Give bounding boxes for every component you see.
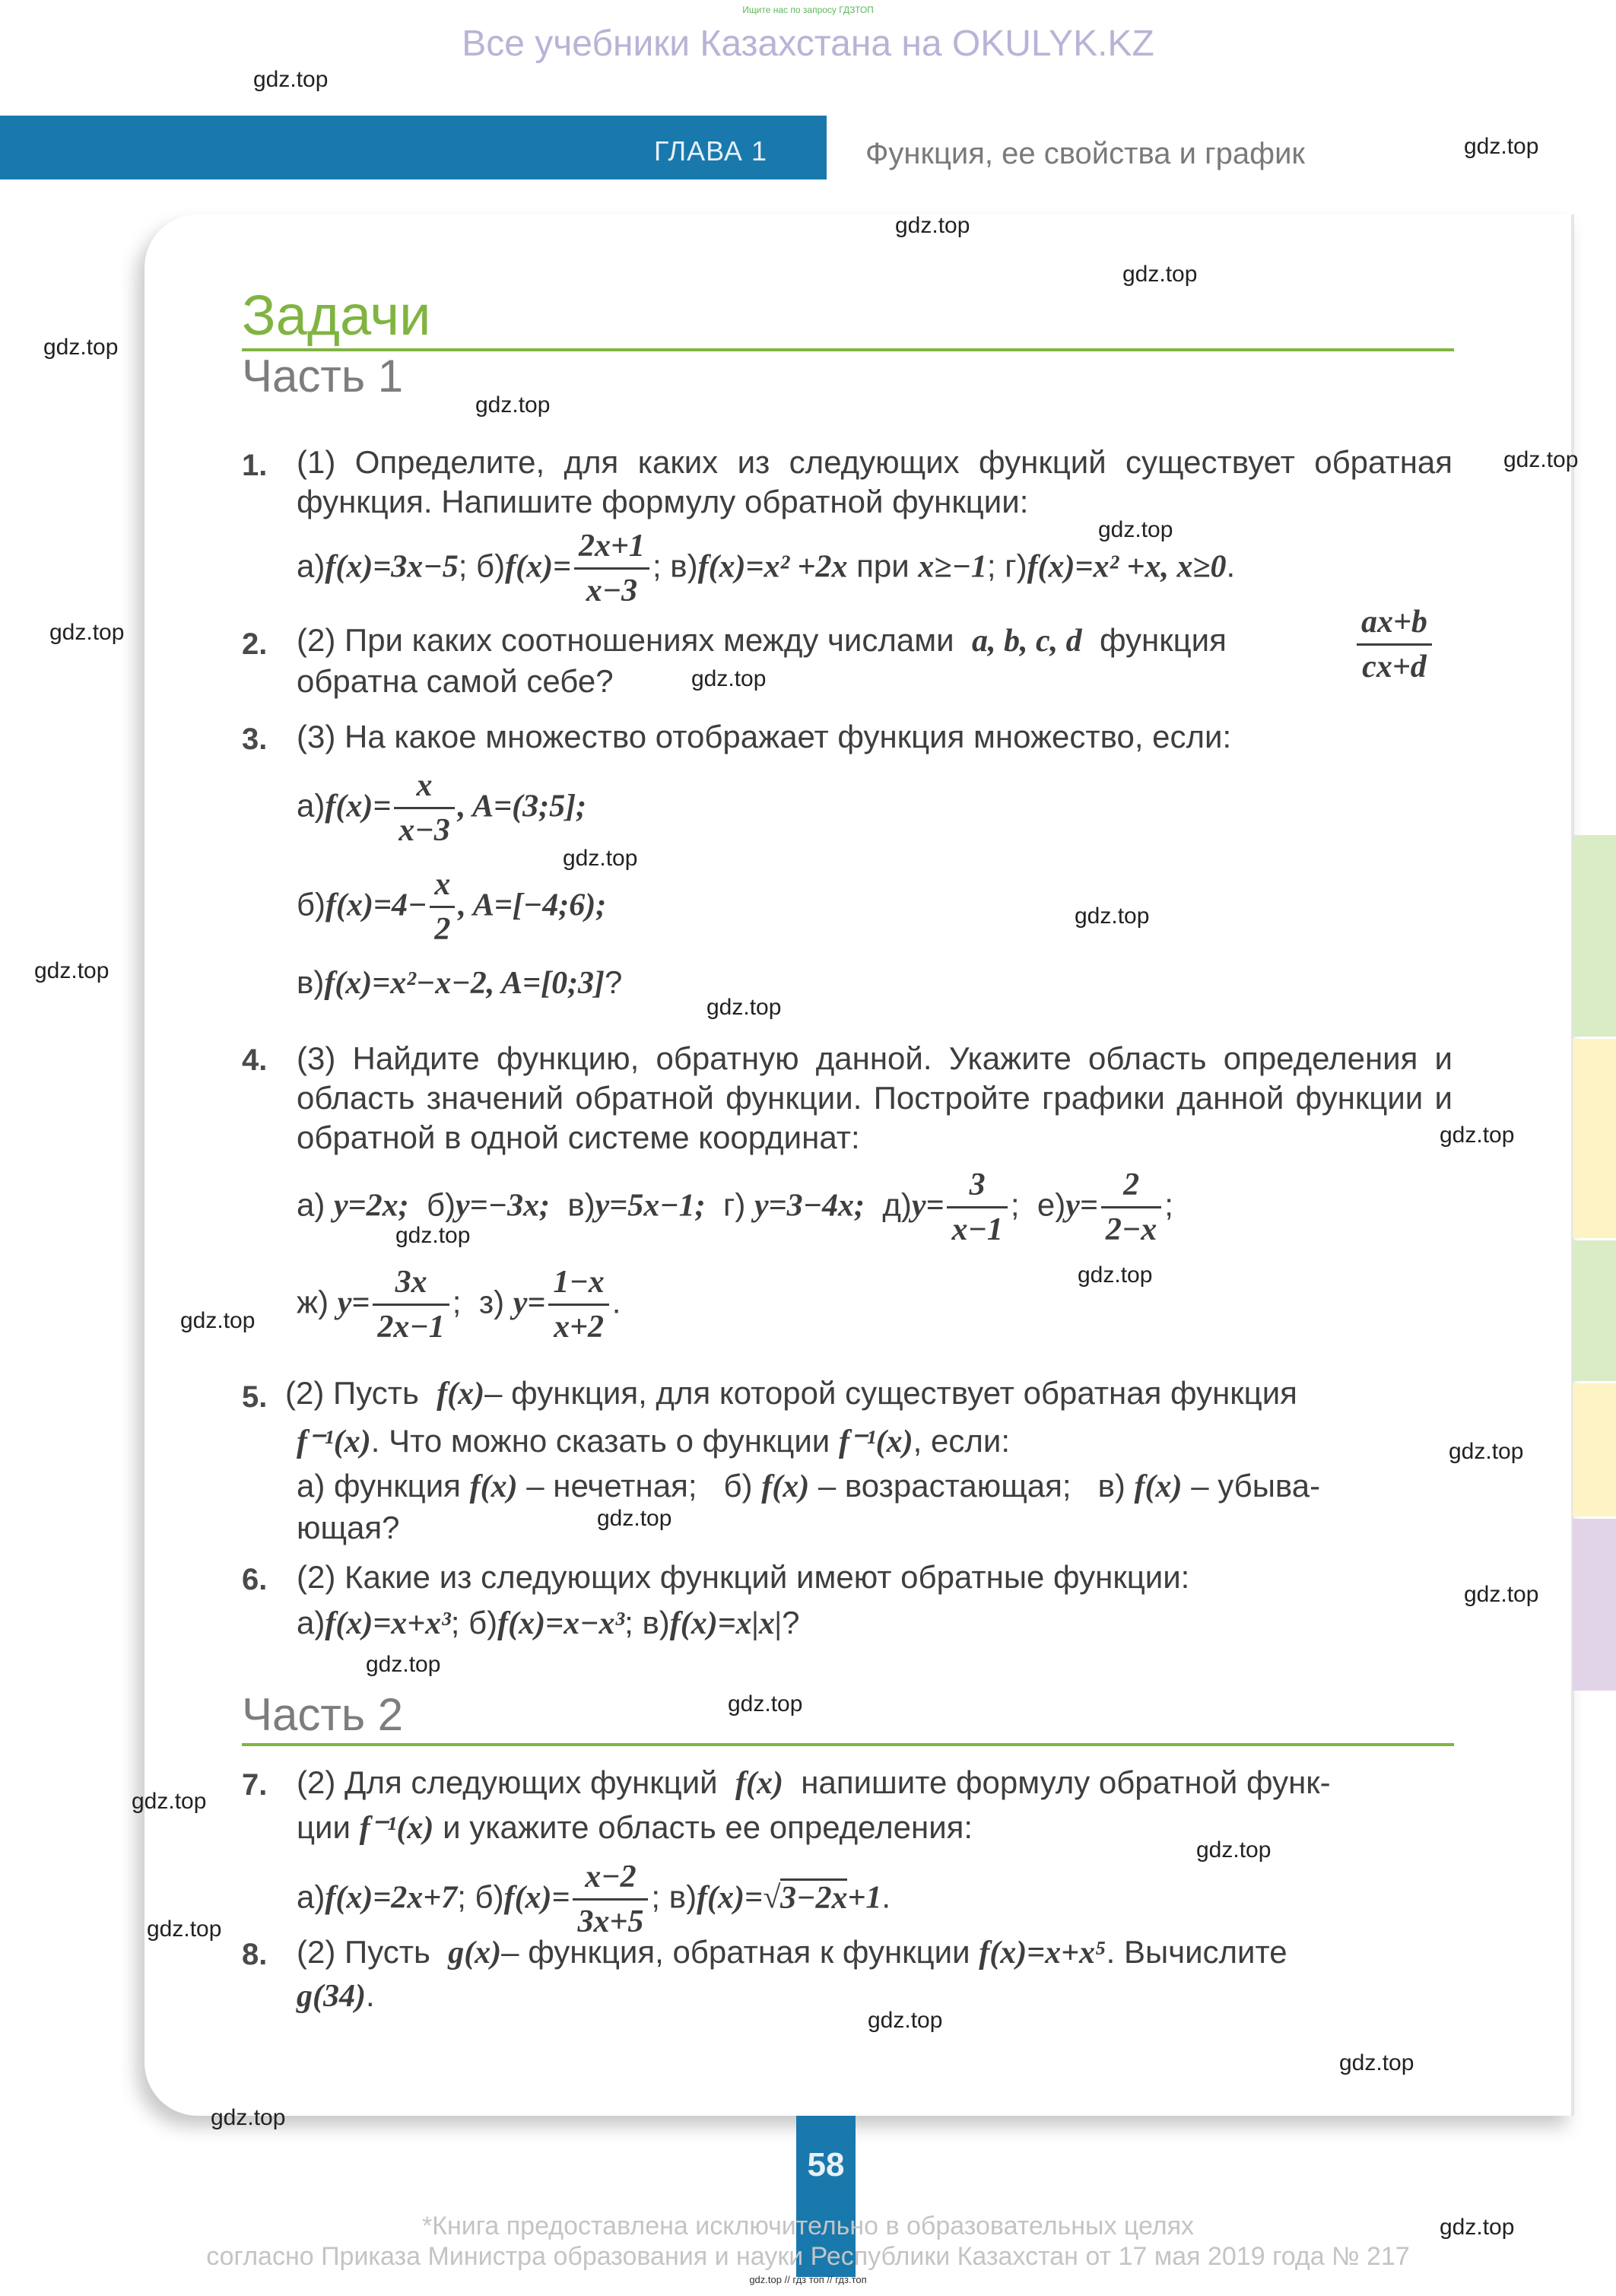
- formula: f(x)=√: [697, 1880, 781, 1916]
- watermark: gdz.top: [868, 2008, 943, 2033]
- option-label: д): [882, 1186, 912, 1223]
- watermark: gdz.top: [180, 1308, 256, 1333]
- option-label: ; г): [986, 548, 1027, 584]
- formula: y=: [1065, 1188, 1098, 1224]
- punctuation: ?: [605, 964, 623, 1000]
- watermark: gdz.top: [147, 1917, 222, 1942]
- watermark: gdz.top: [1339, 2050, 1414, 2075]
- top-note: Ищите нас по запросу ГДЗТОП: [742, 5, 874, 15]
- text-fragment: функция: [1099, 622, 1227, 658]
- option-label: ; б): [450, 1605, 498, 1640]
- problem-text: (3) На какое множество отображает функция множество, если:: [297, 719, 1232, 754]
- formula: f⁻¹(x): [297, 1424, 371, 1459]
- formula: , A=[−4;6);: [458, 888, 607, 923]
- fraction-numerator: x−2: [573, 1856, 648, 1901]
- heading-rule: [242, 1743, 1454, 1746]
- watermark: gdz.top: [691, 666, 767, 691]
- watermark: gdz.top: [1122, 262, 1198, 287]
- part1-heading: Часть 1: [242, 351, 404, 402]
- punctuation: ?: [782, 1605, 800, 1640]
- fraction-wrap: [1354, 601, 1435, 688]
- problem-text: [297, 622, 1227, 659]
- watermark: gdz.top: [597, 1506, 672, 1531]
- problem-text: (3) Найдите функцию, обратную данной. Укажите область определения и область значений обратной функции. Постройте графики данной функции и обратной в одной системе координат:: [297, 1040, 1452, 1155]
- watermark: gdz.top: [49, 620, 125, 645]
- problem-number: 7.: [242, 1768, 268, 1802]
- problem-text: [297, 1977, 375, 2015]
- side-tab-5: [1573, 1519, 1616, 1691]
- problem-number: 1.: [242, 449, 268, 482]
- page-number: 58: [807, 2146, 845, 2183]
- watermark: gdz.top: [253, 67, 329, 92]
- watermark: gdz.top: [1440, 2215, 1515, 2240]
- watermark: gdz.top: [1464, 1582, 1539, 1607]
- problem-options: [297, 1261, 621, 1348]
- problem-option: [297, 863, 606, 951]
- fraction-numerator: x: [430, 863, 455, 908]
- footer-line-1: *Книга предоставлена исключительно в образовательных целях: [421, 2212, 1195, 2240]
- option-label: ; в): [624, 1605, 670, 1640]
- option-label: а): [297, 1605, 325, 1640]
- formula: f(x)=2x+7: [325, 1880, 458, 1916]
- fraction-denominator: x−3: [586, 573, 638, 608]
- fraction-denominator: 3x+5: [577, 1904, 644, 1939]
- watermark: gdz.top: [563, 846, 638, 871]
- formula: y=2x;: [334, 1188, 409, 1224]
- formula: f(x)=x−x³: [497, 1606, 625, 1641]
- problem-text: ющая?: [297, 1510, 400, 1545]
- watermark: gdz.top: [211, 2105, 286, 2130]
- option-label: ; в): [651, 1878, 697, 1915]
- option-label: ; в): [652, 548, 698, 584]
- formula: y=: [513, 1285, 546, 1321]
- option-label: а): [297, 548, 325, 584]
- punctuation: ;: [1010, 1186, 1020, 1223]
- problem-number: 2.: [242, 627, 268, 661]
- formula: y=3−4x;: [754, 1188, 865, 1224]
- text-fragment: . Вычислите: [1106, 1934, 1287, 1970]
- formula: g(x): [448, 1936, 502, 1970]
- option-label: ; б): [457, 1878, 504, 1915]
- problem-options: [297, 1605, 800, 1642]
- fraction: [430, 863, 455, 951]
- formula: y=−3x;: [455, 1188, 550, 1224]
- formula: f(x)=: [503, 1880, 570, 1916]
- option-label: б): [426, 1186, 456, 1223]
- condition-label: при: [856, 548, 910, 584]
- text-fragment: (2) Для следующих функций: [297, 1764, 718, 1800]
- watermark: gdz.top: [132, 1789, 207, 1814]
- fraction-denominator: x−3: [398, 813, 450, 848]
- text-fragment: ции: [297, 1809, 351, 1845]
- formula: f(x)=x+x³: [325, 1606, 451, 1641]
- punctuation: .: [881, 1878, 891, 1915]
- problem-option: [297, 764, 586, 852]
- problem-text: (1) Определите, для каких из следующих функций существует обратная функция. Напишите формулу обратной функции:: [297, 444, 1452, 519]
- watermark: gdz.top: [1078, 1262, 1153, 1288]
- fraction-denominator: x+2: [554, 1310, 604, 1345]
- problem-text: [285, 1375, 1297, 1412]
- formula: f(x): [437, 1377, 485, 1412]
- radicand: 3−2x: [780, 1878, 847, 1916]
- formula: f(x)=4−: [325, 888, 427, 923]
- problem-text: [297, 1809, 973, 1847]
- watermark: gdz.top: [706, 995, 782, 1020]
- fraction-denominator: x−1: [951, 1212, 1003, 1247]
- fraction: [574, 525, 649, 612]
- fraction-numerator: 2: [1101, 1164, 1161, 1208]
- watermark: gdz.top: [1196, 1837, 1272, 1863]
- option-label: б): [297, 886, 326, 923]
- side-tab-1: [1573, 835, 1616, 1037]
- problem-number: 8.: [242, 1938, 268, 1971]
- punctuation: ;: [452, 1284, 462, 1320]
- formula: +1: [847, 1880, 882, 1916]
- problem-number: 3.: [242, 722, 268, 756]
- chapter-label: ГЛАВА 1: [654, 135, 767, 167]
- fraction-numerator: x: [394, 764, 454, 809]
- fraction: [573, 1856, 648, 1943]
- problem-number: 6.: [242, 1563, 268, 1596]
- watermark: gdz.top: [895, 213, 970, 238]
- formula: f(x)=x|x|: [669, 1606, 783, 1641]
- formula: f(x): [1134, 1469, 1183, 1504]
- problem-option: [297, 964, 622, 1002]
- fraction-denominator: 2−x: [1105, 1212, 1157, 1247]
- formula: f(x)=: [505, 549, 571, 585]
- watermark: gdz.top: [1449, 1439, 1524, 1464]
- watermark: gdz.top: [1440, 1123, 1515, 1148]
- fraction-denominator: cx+d: [1362, 649, 1427, 684]
- option-label: ж): [297, 1284, 329, 1320]
- fraction: [394, 764, 454, 852]
- side-tab-3: [1573, 1240, 1616, 1381]
- option-label: з): [478, 1284, 505, 1320]
- option-label: а) функция: [297, 1468, 461, 1504]
- part2-heading: Часть 2: [242, 1689, 404, 1740]
- formula: f(x)=x² +2x: [697, 549, 848, 585]
- option-label: в): [297, 964, 325, 1000]
- problem-number: 5.: [242, 1380, 268, 1414]
- text-fragment: – убыва-: [1191, 1468, 1321, 1504]
- footer-small: gdz.top // гдз топ // гдз.топ: [749, 2274, 867, 2285]
- heading-rule: [242, 348, 1454, 351]
- fraction-numerator: ax+b: [1357, 601, 1432, 646]
- watermark: gdz.top: [366, 1652, 441, 1677]
- watermark: gdz.top: [1464, 134, 1539, 159]
- side-tab-4: [1573, 1383, 1616, 1516]
- problem-options: [297, 525, 1235, 612]
- formula: f(x)=3x−5: [325, 549, 459, 585]
- text-fragment: – функция, для которой существует обратная функция: [484, 1375, 1297, 1411]
- formula: y=: [911, 1188, 945, 1224]
- watermark: gdz.top: [43, 335, 119, 360]
- fraction: [548, 1261, 608, 1348]
- text-fragment: , если:: [913, 1423, 1011, 1459]
- formula: y=: [337, 1285, 370, 1321]
- formula: , A=(3;5];: [457, 789, 587, 824]
- fraction-denominator: 2: [434, 912, 451, 947]
- fraction-numerator: 2x+1: [574, 525, 649, 570]
- punctuation: .: [611, 1284, 621, 1320]
- formula: f(x)=x+x⁵: [979, 1936, 1106, 1970]
- text-fragment: . Что можно сказать о функции: [370, 1423, 830, 1459]
- formula: f⁻¹(x): [359, 1811, 434, 1846]
- fraction: [947, 1164, 1007, 1251]
- formula: f(x): [469, 1469, 518, 1504]
- fraction-numerator: 3x: [373, 1261, 449, 1306]
- text-fragment: и укажите область ее определения:: [443, 1809, 973, 1845]
- option-label: а): [297, 1878, 325, 1915]
- problem-text: [297, 1934, 1287, 1971]
- watermark: gdz.top: [475, 392, 551, 418]
- problem-text: обратна самой себе?: [297, 663, 614, 699]
- punctuation: ;: [1164, 1186, 1173, 1223]
- text-fragment: – функция, обратная к функции: [501, 1934, 970, 1970]
- formula: f(x): [735, 1766, 783, 1801]
- chapter-title: Функция, ее свойства и график: [865, 137, 1305, 170]
- option-label: а): [297, 787, 325, 824]
- problem-text: [297, 1422, 1010, 1460]
- formula: f⁻¹(x): [838, 1424, 913, 1459]
- problem-options: [297, 1468, 1320, 1505]
- punctuation: .: [1226, 548, 1236, 584]
- formula: a, b, c, d: [971, 624, 1082, 659]
- problem-options: [297, 1856, 891, 1943]
- watermark: gdz.top: [34, 958, 110, 983]
- option-label: б): [723, 1468, 753, 1504]
- formula: f(x)=x²−x−2, A=[0;3]: [324, 966, 605, 1001]
- option-label: а): [297, 1186, 325, 1223]
- formula: x≥−1: [918, 549, 987, 585]
- footer-line-2: согласно Приказа Министра образования и науки Республики Казахстан от 17 мая 2019 года № 217: [206, 2242, 1410, 2271]
- problem-text: [297, 1764, 1331, 1802]
- problem-text: (2) Какие из следующих функций имеют обратные функции:: [297, 1559, 1190, 1595]
- watermark: gdz.top: [395, 1223, 471, 1248]
- text-fragment: (2) Пусть: [297, 1934, 430, 1970]
- text-fragment: – нечетная;: [526, 1468, 697, 1504]
- formula: g(34): [297, 1979, 366, 2014]
- text-fragment: (2) Пусть: [285, 1375, 419, 1411]
- text-fragment: напишите формулу обратной функ-: [801, 1764, 1331, 1800]
- watermark: gdz.top: [728, 1691, 803, 1716]
- side-tab-2: [1573, 1039, 1616, 1238]
- watermark: gdz.top: [1503, 447, 1579, 472]
- fraction-numerator: 3: [947, 1164, 1007, 1208]
- site-title[interactable]: Все учебники Казахстана на OKULYK.KZ: [462, 24, 1154, 64]
- punctuation: .: [365, 1977, 375, 2013]
- option-label: г): [723, 1186, 746, 1223]
- text-fragment: (2) При каких соотношениях между числами: [297, 622, 954, 658]
- formula: f(x)=x² +x, x≥0: [1027, 549, 1227, 585]
- fraction: [1357, 601, 1432, 688]
- fraction: [1101, 1164, 1161, 1251]
- watermark: gdz.top: [1075, 903, 1150, 929]
- formula: f(x): [761, 1469, 810, 1504]
- problem-number: 4.: [242, 1043, 268, 1077]
- text-fragment: – возрастающая;: [818, 1468, 1072, 1504]
- watermark: gdz.top: [1098, 517, 1173, 542]
- option-label: в): [567, 1186, 595, 1223]
- option-label: в): [1097, 1468, 1125, 1504]
- option-label: ; б): [458, 548, 506, 584]
- fraction: [373, 1261, 449, 1348]
- fraction-denominator: 2x−1: [377, 1310, 445, 1345]
- option-label: е): [1037, 1186, 1066, 1223]
- formula: f(x)=: [325, 789, 392, 824]
- formula: y=5x−1;: [595, 1188, 706, 1224]
- tasks-heading: Задачи: [242, 284, 431, 347]
- fraction-numerator: 1−x: [548, 1261, 608, 1306]
